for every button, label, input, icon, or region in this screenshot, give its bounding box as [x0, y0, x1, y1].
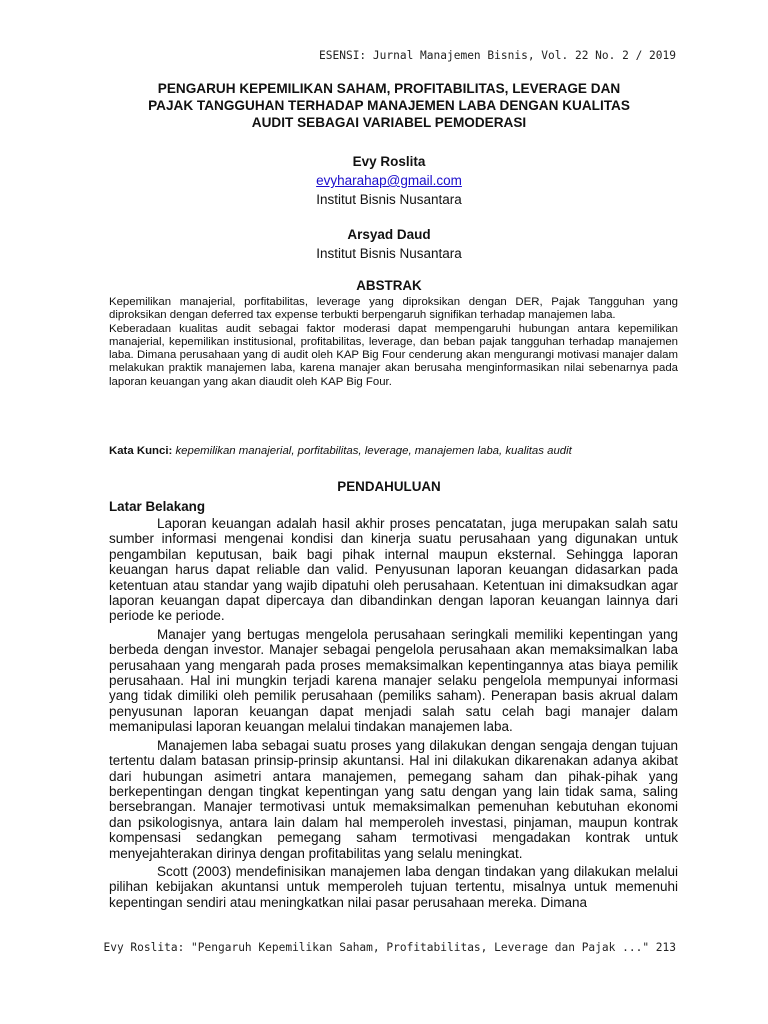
- abstract-heading: ABSTRAK: [356, 278, 422, 293]
- background-subheading: Latar Belakang: [109, 499, 206, 514]
- running-footer: Evy Roslita: "Pengaruh Kepemilikan Saham, Profitabilitas, Leverage dan Pajak ..." 213: [103, 941, 676, 954]
- abstract-body: [109, 296, 678, 389]
- body-paragraph: Laporan keuangan adalah hasil akhir proses pencatatan, juga merupakan salah satu sumber informasi mengenai kondisi dan kinerja suatu perusahaan yang digunakan untuk pengambilan keputusan, baik bagi pihak internal maupun eksternal. Sehingga laporan keuangan harus dapat reliable dan valid. Penyusunan laporan keuangan didasarkan pada ketentuan atau standar yang wajib dipatuhi oleh perusahaan. Ketentuan ini dimaksudkan agar laporan keuangan dapat dipercaya dan dibandinkan dengan laporan keuangan lainnya dari periode ke periode.: [109, 516, 678, 624]
- author-block: [100, 225, 678, 263]
- author-affiliation: Institut Bisnis Nusantara: [316, 192, 462, 207]
- abstract-paragraph: Kepemilikan manajerial, porfitabilitas, leverage yang diproksikan dengan DER, Pajak Tangguhan yang diproksikan dengan deferred tax expense terbukti berpengaruh signifikan terhadap manajemen laba.: [109, 296, 678, 322]
- body-paragraph: Manajemen laba sebagai suatu proses yang dilakukan dengan sengaja dengan tujuan tertentu dalam batasan prinsip-prinsip akuntansi. Hal ini dilakukan dikarenakan adanya akibat dari hubungan asimetri antara manajemen, pemegang saham dan pihak-pihak yang berkepentingan dengan tingkat kepentingan yang satu dengan yang lain tidak sama, saling bersebrangan. Manajer termotivasi untuk memaksimalkan pemenuhan kebutuhan ekonomi dan psikologisnya, antara lain dalam hal memperoleh investasi, pinjaman, maupun kontrak kompensasi sedangkan pemegang saham termotivasi mengadakan kontrak untuk menyejahterakan dirinya dengan profitabilitas yang selalu meningkat.: [109, 737, 678, 861]
- author-name: Arsyad Daud: [347, 227, 431, 242]
- title-line: PAJAK TANGGUHAN TERHADAP MANAJEMEN LABA DENGAN KUALITAS: [148, 98, 630, 113]
- keywords-text: kepemilikan manajerial, porfitabilitas, leverage, manajemen laba, kualitas audit: [175, 445, 572, 457]
- author-affiliation: Institut Bisnis Nusantara: [316, 246, 462, 261]
- author-block: [100, 152, 678, 209]
- keywords: [109, 444, 678, 458]
- author-email-link[interactable]: evyharahap@gmail.com: [316, 173, 462, 188]
- keywords-label: Kata Kunci:: [109, 445, 173, 457]
- body-paragraph: Scott (2003) mendefinisikan manajemen laba dengan tindakan yang dilakukan melalui pilihan kebijakan akuntansi untuk memperoleh tujuan tertentu, misalnya untuk memenuhi kepentingan sendiri atau meningkatkan nilai pasar perusahaan mereka. Dimana: [109, 863, 678, 910]
- introduction-body: [109, 516, 678, 913]
- body-paragraph: Manajer yang bertugas mengelola perusahaan seringkali memiliki kepentingan yang berbeda dengan investor. Manajer sebagai pengelola perusahaan akan memaksimalkan laba perusahaan yang mengarah pada proses memaksimalkan kepentingannya atas biaya pemilik perusahaan. Hal ini mungkin terjadi karena manajer selaku pengelola mempunyai informasi yang tidak dimiliki oleh pemilik perusahaan (pemiliks saham). Penerapan basis akrual dalam penyusunan laporan keuangan dapat menjadi salah satu celah bagi manajer dalam memanipulasi laporan keuangan melalui tindakan manajemen laba.: [109, 626, 678, 735]
- abstract-paragraph: Keberadaan kualitas audit sebagai faktor moderasi dapat mempengaruhi hubungan antara kepemilikan manajerial, kepemilikan institusional, profitabilitas, leverage, dan beban pajak tangguhan terhadap manajemen laba. Dimana perusahaan yang di audit oleh KAP Big Four cenderung akan mengurangi motivasi manajer dalam melakukan praktik manajemen laba, karena manajer akan berusaha menginformasikan nilai sebenarnya pada laporan keuangan yang akan diaudit oleh KAP Big Four.: [109, 322, 678, 388]
- running-header: ESENSI: Jurnal Manajemen Bisnis, Vol. 22 No. 2 / 2019: [319, 49, 676, 62]
- title-line: PENGARUH KEPEMILIKAN SAHAM, PROFITABILITAS, LEVERAGE DAN: [157, 81, 621, 96]
- introduction-heading: PENDAHULUAN: [337, 479, 441, 494]
- title-line: AUDIT SEBAGAI VARIABEL PEMODERASI: [251, 115, 527, 130]
- paper-title: [100, 80, 678, 131]
- author-name: Evy Roslita: [352, 154, 426, 169]
